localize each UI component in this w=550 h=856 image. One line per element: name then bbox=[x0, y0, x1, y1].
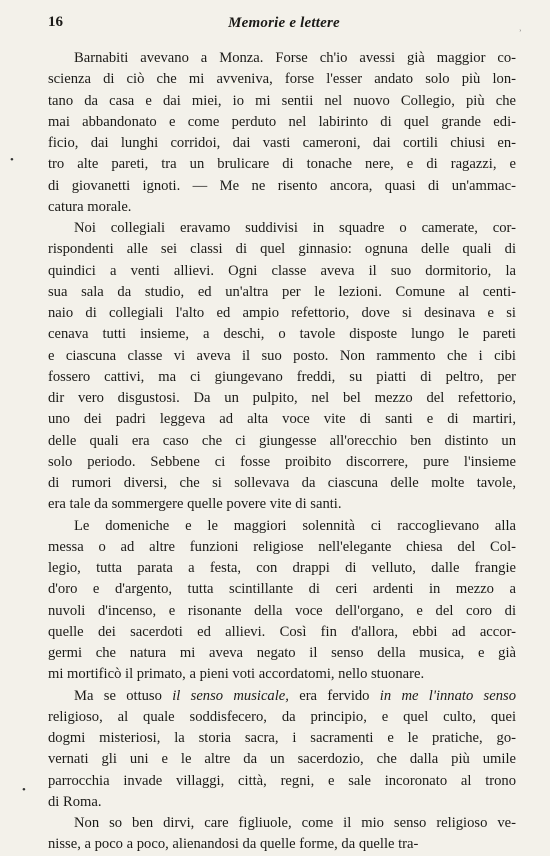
text-line: Barnabiti avevano a Monza. Forse ch'io avessi già maggior co- bbox=[74, 50, 516, 66]
text-line: di Roma. bbox=[48, 793, 102, 810]
text-line: d'oro e d'argento, tutta scintillante di ceri ardenti in mezzo a bbox=[48, 581, 516, 598]
paragraph bbox=[48, 813, 516, 856]
text-line: di giovanetti ignoti. — Me ne risento ancora, quasi di un'ammac- bbox=[48, 177, 516, 194]
text-line: naio di collegiali l'alto ed ampio refettorio, dove si desinava e si bbox=[48, 305, 516, 321]
text-line: messa o ad altre funzioni religiose nell'elegante chiesa del Col- bbox=[48, 538, 516, 555]
text-line: rispondenti alle sei classi di quel ginnasio: ognuna delle quali di bbox=[48, 241, 516, 258]
margin-dot-mark: • bbox=[22, 784, 26, 796]
text-line: di rumori diversi, che si sollevava da ciascuna delle molte tavole, bbox=[48, 475, 516, 491]
text-line: religioso, al quale soddisfecero, da principio, e quel culto, quei bbox=[48, 708, 516, 725]
paragraph bbox=[48, 686, 516, 814]
text-line: nuvoli d'incenso, e risonante della voce dell'organo, e del coro di bbox=[48, 602, 516, 619]
text-line: cenava tutti insieme, a deschi, o tavole disposte lungo le pareti bbox=[48, 326, 516, 343]
text-line: uno dei padri leggeva ad alta voce vite di santi e di martiri, bbox=[48, 411, 516, 428]
text-line: nisse, a poco a poco, alienandosi da quelle forme, da quelle tra- bbox=[48, 836, 419, 853]
text-line: parrocchia invade villaggi, città, regni, e sale incoronato al trono bbox=[48, 772, 516, 789]
text-line: quelle dei sacerdoti ed allievi. Così fin d'allora, ebbi ad accor- bbox=[48, 623, 516, 640]
text-line: delle quali era caso che ci giungesse all'orecchio ben distinto un bbox=[48, 432, 516, 449]
text-line: solo periodo. Sebbene ci fosse proibito discorrere, pure l'insieme bbox=[48, 453, 516, 470]
running-title: Memorie e lettere bbox=[228, 15, 340, 31]
text-line: dogmi misteriosi, la storia sacra, i sacramenti e le pratiche, go- bbox=[48, 730, 516, 746]
italic-text: il senso musicale, bbox=[172, 687, 289, 704]
text-line: legio, tutta parata a festa, con drappi di velluto, dalle frangie bbox=[48, 560, 516, 576]
paragraph bbox=[48, 516, 516, 686]
text-line: scienza di ciò che mi avveniva, forse l'esser andato solo più lon- bbox=[48, 71, 516, 88]
text-line: Noi collegiali eravamo suddivisi in squadre o camerate, cor- bbox=[74, 220, 516, 236]
text-line: mi mortificò il primato, a pieni voti accordatomi, nello stuonare. bbox=[48, 666, 425, 683]
text-line: catura morale. bbox=[48, 198, 132, 215]
text-line: fossero cattivi, ma ci giungevano freddi, su piatti di peltro, per bbox=[48, 368, 516, 385]
text-line: sua sala da studio, ed un'altra per le lezioni. Comune al centi- bbox=[48, 283, 516, 300]
text-line: Non so ben dirvi, care figliuole, come il mio senso religioso ve- bbox=[74, 815, 516, 831]
page-number: 16 bbox=[48, 14, 63, 30]
italic-text: in me l'innato senso bbox=[379, 687, 516, 704]
text-line: germi che natura mi aveva negato il senso della musica, e già bbox=[48, 645, 516, 661]
text-line: Ma se ottuso il senso musicale, era fervido in me l'innato senso bbox=[74, 687, 516, 704]
paragraph bbox=[48, 48, 516, 218]
text-line: tano da casa e dai miei, io mi sentii nel nuovo Collegio, più che bbox=[48, 92, 516, 109]
body-text bbox=[48, 48, 516, 856]
corner-mark: ˒ bbox=[518, 24, 522, 35]
paragraph bbox=[48, 218, 516, 516]
text-line: quindici a venti allievi. Ogni classe aveva il suo dormitorio, la bbox=[48, 262, 516, 279]
text-line: e ciascuna classe vi aveva il suo posto. Non rammento che i cibi bbox=[48, 347, 516, 364]
text-line: era tale da sommergere quelle povere vite di santi. bbox=[48, 496, 342, 513]
page-header bbox=[48, 14, 520, 36]
text-line: tro alte pareti, tra un brulicare di tonache nere, e di ragazzi, e bbox=[48, 156, 516, 173]
text-line: Le domeniche e le maggiori solennità ci raccoglievano alla bbox=[74, 517, 516, 534]
text-line: dir vero disgustosi. Da un pulpito, nel bel mezzo del refettorio, bbox=[48, 390, 516, 406]
text-line: mai abbandonato e come perduto nel labirinto di quel grande edi- bbox=[48, 113, 516, 130]
margin-dot-mark: • bbox=[10, 154, 14, 166]
text-line: ficio, dai lunghi corridoi, dai vasti cameroni, dai cortili chiusi en- bbox=[48, 135, 516, 151]
text-line: vernati gli uni e le altre da un sacerdozio, che dalla più umile bbox=[48, 751, 516, 768]
